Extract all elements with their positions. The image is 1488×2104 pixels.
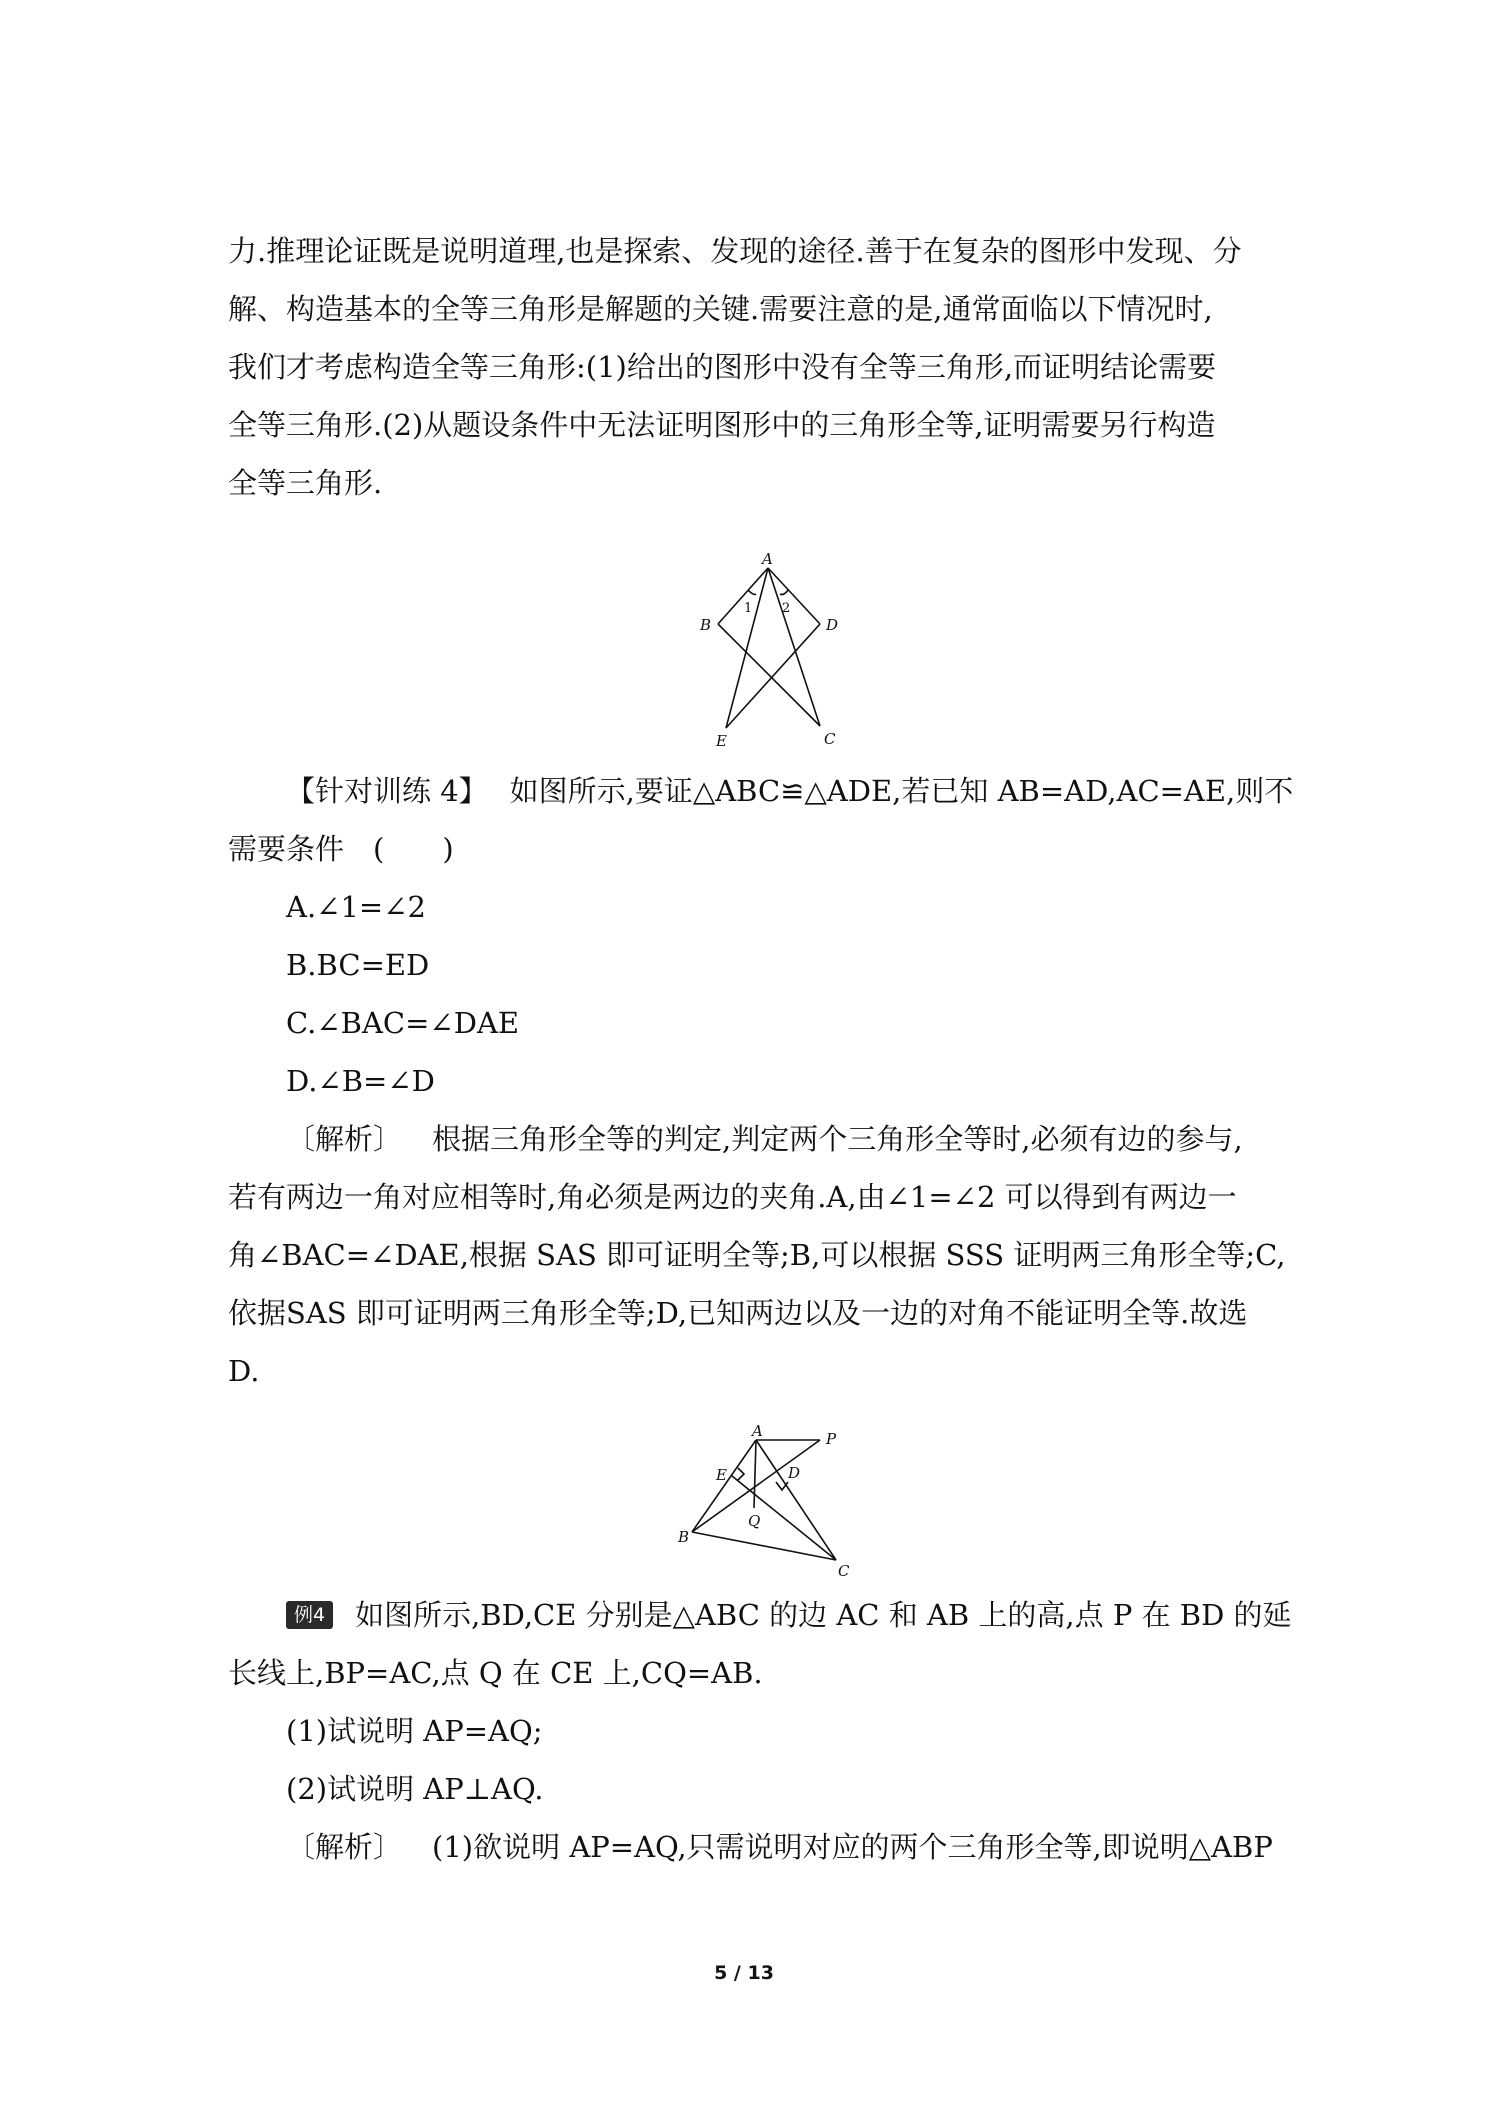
segment-AQ — [754, 1440, 756, 1508]
example-4-stem-line1 — [228, 1586, 1292, 1644]
segment-BC — [692, 1532, 836, 1560]
right-angle-E — [738, 1468, 744, 1480]
figure-triangles-1 — [680, 548, 860, 748]
label-C: C — [824, 730, 836, 748]
label-Q: Q — [748, 1512, 761, 1530]
option-a: A.∠1=∠2 — [286, 890, 426, 924]
option-b: B.BC=ED — [286, 948, 430, 982]
segment-AB — [692, 1440, 756, 1532]
label-C: C — [838, 1562, 850, 1580]
example-4-stem-line2: 长线上,BP=AC,点 Q 在 CE 上,CQ=AB. — [228, 1656, 763, 1690]
analysis-text: (1)欲说明 AP=AQ,只需说明对应的两个三角形全等,即说明△ABP — [432, 1830, 1273, 1864]
exercise-4-stem-line1 — [228, 762, 1294, 820]
intro-line: 全等三角形. — [228, 466, 383, 500]
analysis-line: 依据SAS 即可证明两三角形全等;D,已知两边以及一边的对角不能证明全等.故选 — [228, 1296, 1248, 1330]
label-angle-2: 2 — [782, 601, 791, 616]
analysis-tag: 〔解析〕 — [286, 1830, 403, 1864]
label-B: B — [678, 1528, 690, 1546]
intro-line: 力.推理论证既是说明道理,也是探索、发现的途径.善于在复杂的图形中发现、分 — [228, 234, 1242, 268]
intro-line: 全等三角形.(2)从题设条件中无法证明图形中的三角形全等,证明需要另行构造 — [228, 408, 1216, 442]
analysis-tag: 〔解析〕 — [286, 1122, 403, 1156]
intro-line: 我们才考虑构造全等三角形:(1)给出的图形中没有全等三角形,而证明结论需要 — [228, 350, 1217, 384]
label-D: D — [788, 1464, 801, 1482]
example-4-analysis-line1 — [228, 1818, 1273, 1876]
exercise-4-analysis-line1 — [228, 1110, 1268, 1168]
angle-2-arc — [780, 590, 788, 595]
exercise-4-stem-line2: 需要条件 ( ) — [228, 832, 454, 866]
intro-line: 解、构造基本的全等三角形是解题的关键.需要注意的是,通常面临以下情况时, — [228, 292, 1213, 326]
label-P: P — [826, 1430, 837, 1448]
example-4 — [228, 1586, 1292, 1876]
option-c: C.∠BAC=∠DAE — [286, 1006, 520, 1040]
example-4-stem-text: 如图所示,BD,CE 分别是△ABC 的边 AC 和 AB 上的高,点 P 在 BD 的延 — [355, 1598, 1292, 1632]
label-A: A — [762, 550, 773, 568]
angle-1-arc — [748, 590, 756, 595]
intro-paragraph — [228, 222, 1268, 512]
label-B: B — [700, 616, 712, 634]
segment-AD — [768, 568, 820, 624]
segment-AC — [768, 568, 820, 726]
segment-BC — [718, 624, 820, 726]
example-badge: 例4 — [286, 1601, 333, 1629]
analysis-line: 若有两边一角对应相等时,角必须是两边的夹角.A,由∠1=∠2 可以得到有两边一 — [228, 1180, 1237, 1214]
option-d: D.∠B=∠D — [286, 1064, 435, 1098]
label-A: A — [752, 1422, 763, 1440]
label-E: E — [716, 732, 727, 748]
figure-2-svg — [672, 1420, 872, 1580]
analysis-line: D. — [228, 1354, 260, 1388]
exercise-4-tag: 【针对训练 4】 — [286, 774, 488, 808]
page-number: 5 / 13 — [714, 1962, 774, 1984]
label-E: E — [716, 1466, 727, 1484]
figure-triangles-2 — [672, 1420, 872, 1580]
question-1: (1)试说明 AP=AQ; — [286, 1714, 543, 1748]
label-D: D — [826, 616, 839, 634]
exercise-4-stem-text: 如图所示,要证△ABC≌△ADE,若已知 AB=AD,AC=AE,则不 — [509, 774, 1294, 808]
figure-1-svg — [680, 548, 860, 748]
analysis-text: 根据三角形全等的判定,判定两个三角形全等时,必须有边的参与, — [432, 1122, 1243, 1156]
question-2: (2)试说明 AP⊥AQ. — [286, 1772, 544, 1806]
exercise-4 — [228, 762, 1294, 1400]
label-angle-1: 1 — [744, 601, 753, 616]
analysis-line: 角∠BAC=∠DAE,根据 SAS 即可证明全等;B,可以根据 SSS 证明两三角形全等;C, — [228, 1238, 1286, 1272]
